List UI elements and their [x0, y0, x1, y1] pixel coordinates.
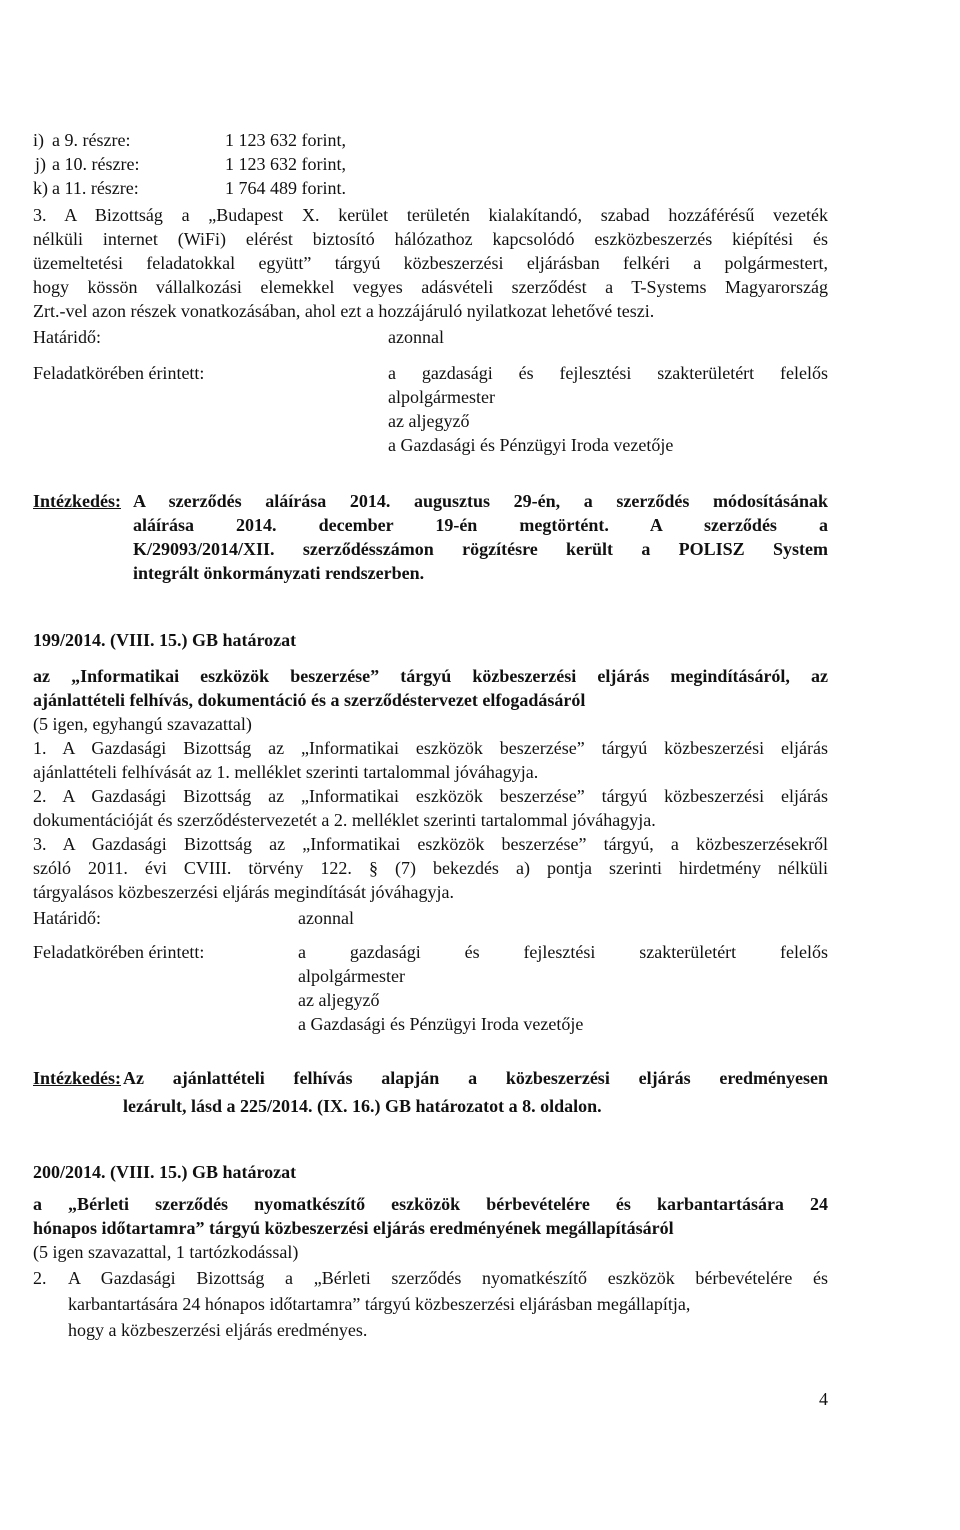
page-number: 4 — [819, 1389, 828, 1409]
action-line: lezárult, lásd a 225/2014. (IX. 16.) GB határozatot a 8. oldalon. — [123, 1096, 602, 1116]
resolution-title-line: ajánlattételi felhívás, dokumentáció és a szerződéstervezet elfogadásáról — [33, 690, 586, 710]
list-label: j) — [35, 154, 46, 174]
responsible-label: Feladatkörében érintett: — [33, 363, 205, 383]
deadline-value: azonnal — [298, 908, 354, 928]
deadline-value: azonnal — [388, 327, 444, 347]
list-label: i) — [33, 130, 44, 150]
resolution-title-line: az „Informatikai eszközök beszerzése” tárgyú közbeszerzési eljárás megindításáról, az — [33, 666, 828, 686]
vote-result: (5 igen, egyhangú szavazattal) — [33, 714, 252, 734]
resolution-body-line: dokumentációját és szerződéstervezetét a 2. melléklet szerinti tartalommal jóváhagyja. — [33, 810, 656, 830]
paragraph-line: 3. A Bizottság a „Budapest X. kerület területén kialakítandó, szabad hozzáférésű vezeték — [33, 205, 828, 225]
action-line: aláírása 2014. december 19-én megtörtént. A szerződés a — [133, 515, 828, 535]
responsible-line: a gazdasági és fejlesztési szakterületért felelős — [388, 363, 828, 383]
resolution-body-line: ajánlattételi felhívását az 1. melléklet szerinti tartalommal jóváhagyja. — [33, 762, 539, 782]
list-amount: 1 764 489 forint. — [225, 178, 346, 198]
list-part: a 9. részre: — [52, 130, 131, 150]
resolution-body-line: 2. A Gazdasági Bizottság az „Informatikai eszközök beszerzése” tárgyú közbeszerzési eljárás — [33, 786, 828, 806]
list-part: a 10. részre: — [52, 154, 140, 174]
responsible-line: az aljegyző — [298, 990, 380, 1010]
resolution-title-line: hónapos időtartamra” tárgyú közbeszerzési eljárás eredményének megállapításáról — [33, 1218, 674, 1238]
vote-result: (5 igen szavazattal, 1 tartózkodással) — [33, 1242, 299, 1262]
action-label: Intézkedés: — [33, 1068, 121, 1088]
action-line: K/29093/2014/XII. szerződésszámon rögzítésre került a POLISZ System — [133, 539, 828, 559]
resolution-body-line: 3. A Gazdasági Bizottság az „Informatikai eszközök beszerzése” tárgyú, a közbeszerzésekről — [33, 834, 828, 854]
responsible-line: a Gazdasági és Pénzügyi Iroda vezetője — [388, 435, 674, 455]
resolution-number: 199/2014. (VIII. 15.) GB határozat — [33, 630, 297, 650]
responsible-line: a gazdasági és fejlesztési szakterületért felelős — [298, 942, 828, 962]
resolution-body-line: tárgyalásos közbeszerzési eljárás megindítását jóváhagyja. — [33, 882, 455, 902]
paragraph-line: Zrt.-vel azon részek vonatkozásában, ahol ezt a hozzájáruló nyilatkozat lehetővé teszi. — [33, 301, 655, 321]
responsible-line: alpolgármester — [298, 966, 405, 986]
paragraph-line: üzemeltetési feladatokkal együtt” tárgyú közbeszerzési eljárásban felkéri a polgármestert, — [33, 253, 828, 273]
resolution-body-line: hogy a közbeszerzési eljárás eredményes. — [68, 1320, 368, 1340]
action-line: integrált önkormányzati rendszerben. — [133, 563, 425, 583]
item-label: 2. — [33, 1268, 47, 1288]
resolution-body-line: szóló 2011. évi CVIII. törvény 122. § (7) bekezdés a) pontja szerinti hirdetmény nélküli — [33, 858, 828, 878]
resolution-body-line: A Gazdasági Bizottság a „Bérleti szerződés nyomatkészítő eszközök bérbevételére és — [68, 1268, 828, 1288]
deadline-label: Határidő: — [33, 908, 101, 928]
resolution-title-line: a „Bérleti szerződés nyomatkészítő eszközök bérbevételére és karbantartására 24 — [33, 1194, 828, 1214]
list-part: a 11. részre: — [52, 178, 139, 198]
paragraph-line: hogy kössön vállalkozási elemekkel vegyes adásvételi szerződést a T-Systems Magyarország — [33, 277, 828, 297]
list-amount: 1 123 632 forint, — [225, 154, 346, 174]
list-amount: 1 123 632 forint, — [225, 130, 346, 150]
responsible-line: alpolgármester — [388, 387, 495, 407]
responsible-label: Feladatkörében érintett: — [33, 942, 205, 962]
paragraph-line: nélküli internet (WiFi) elérést biztosító hálózathoz kapcsolódó eszközbeszerzés kiépítési és — [33, 229, 828, 249]
resolution-body-line: karbantartására 24 hónapos időtartamra” tárgyú közbeszerzési eljárásban megállapítja, — [68, 1294, 691, 1314]
action-line: A szerződés aláírása 2014. augusztus 29-én, a szerződés módosításának — [133, 491, 828, 511]
responsible-line: a Gazdasági és Pénzügyi Iroda vezetője — [298, 1014, 584, 1034]
responsible-line: az aljegyző — [388, 411, 470, 431]
resolution-number: 200/2014. (VIII. 15.) GB határozat — [33, 1162, 297, 1182]
deadline-label: Határidő: — [33, 327, 101, 347]
list-label: k) — [33, 178, 48, 198]
action-line: Az ajánlattételi felhívás alapján a közbeszerzési eljárás eredményesen — [123, 1068, 828, 1088]
action-label: Intézkedés: — [33, 491, 121, 511]
resolution-body-line: 1. A Gazdasági Bizottság az „Informatikai eszközök beszerzése” tárgyú közbeszerzési eljárás — [33, 738, 828, 758]
